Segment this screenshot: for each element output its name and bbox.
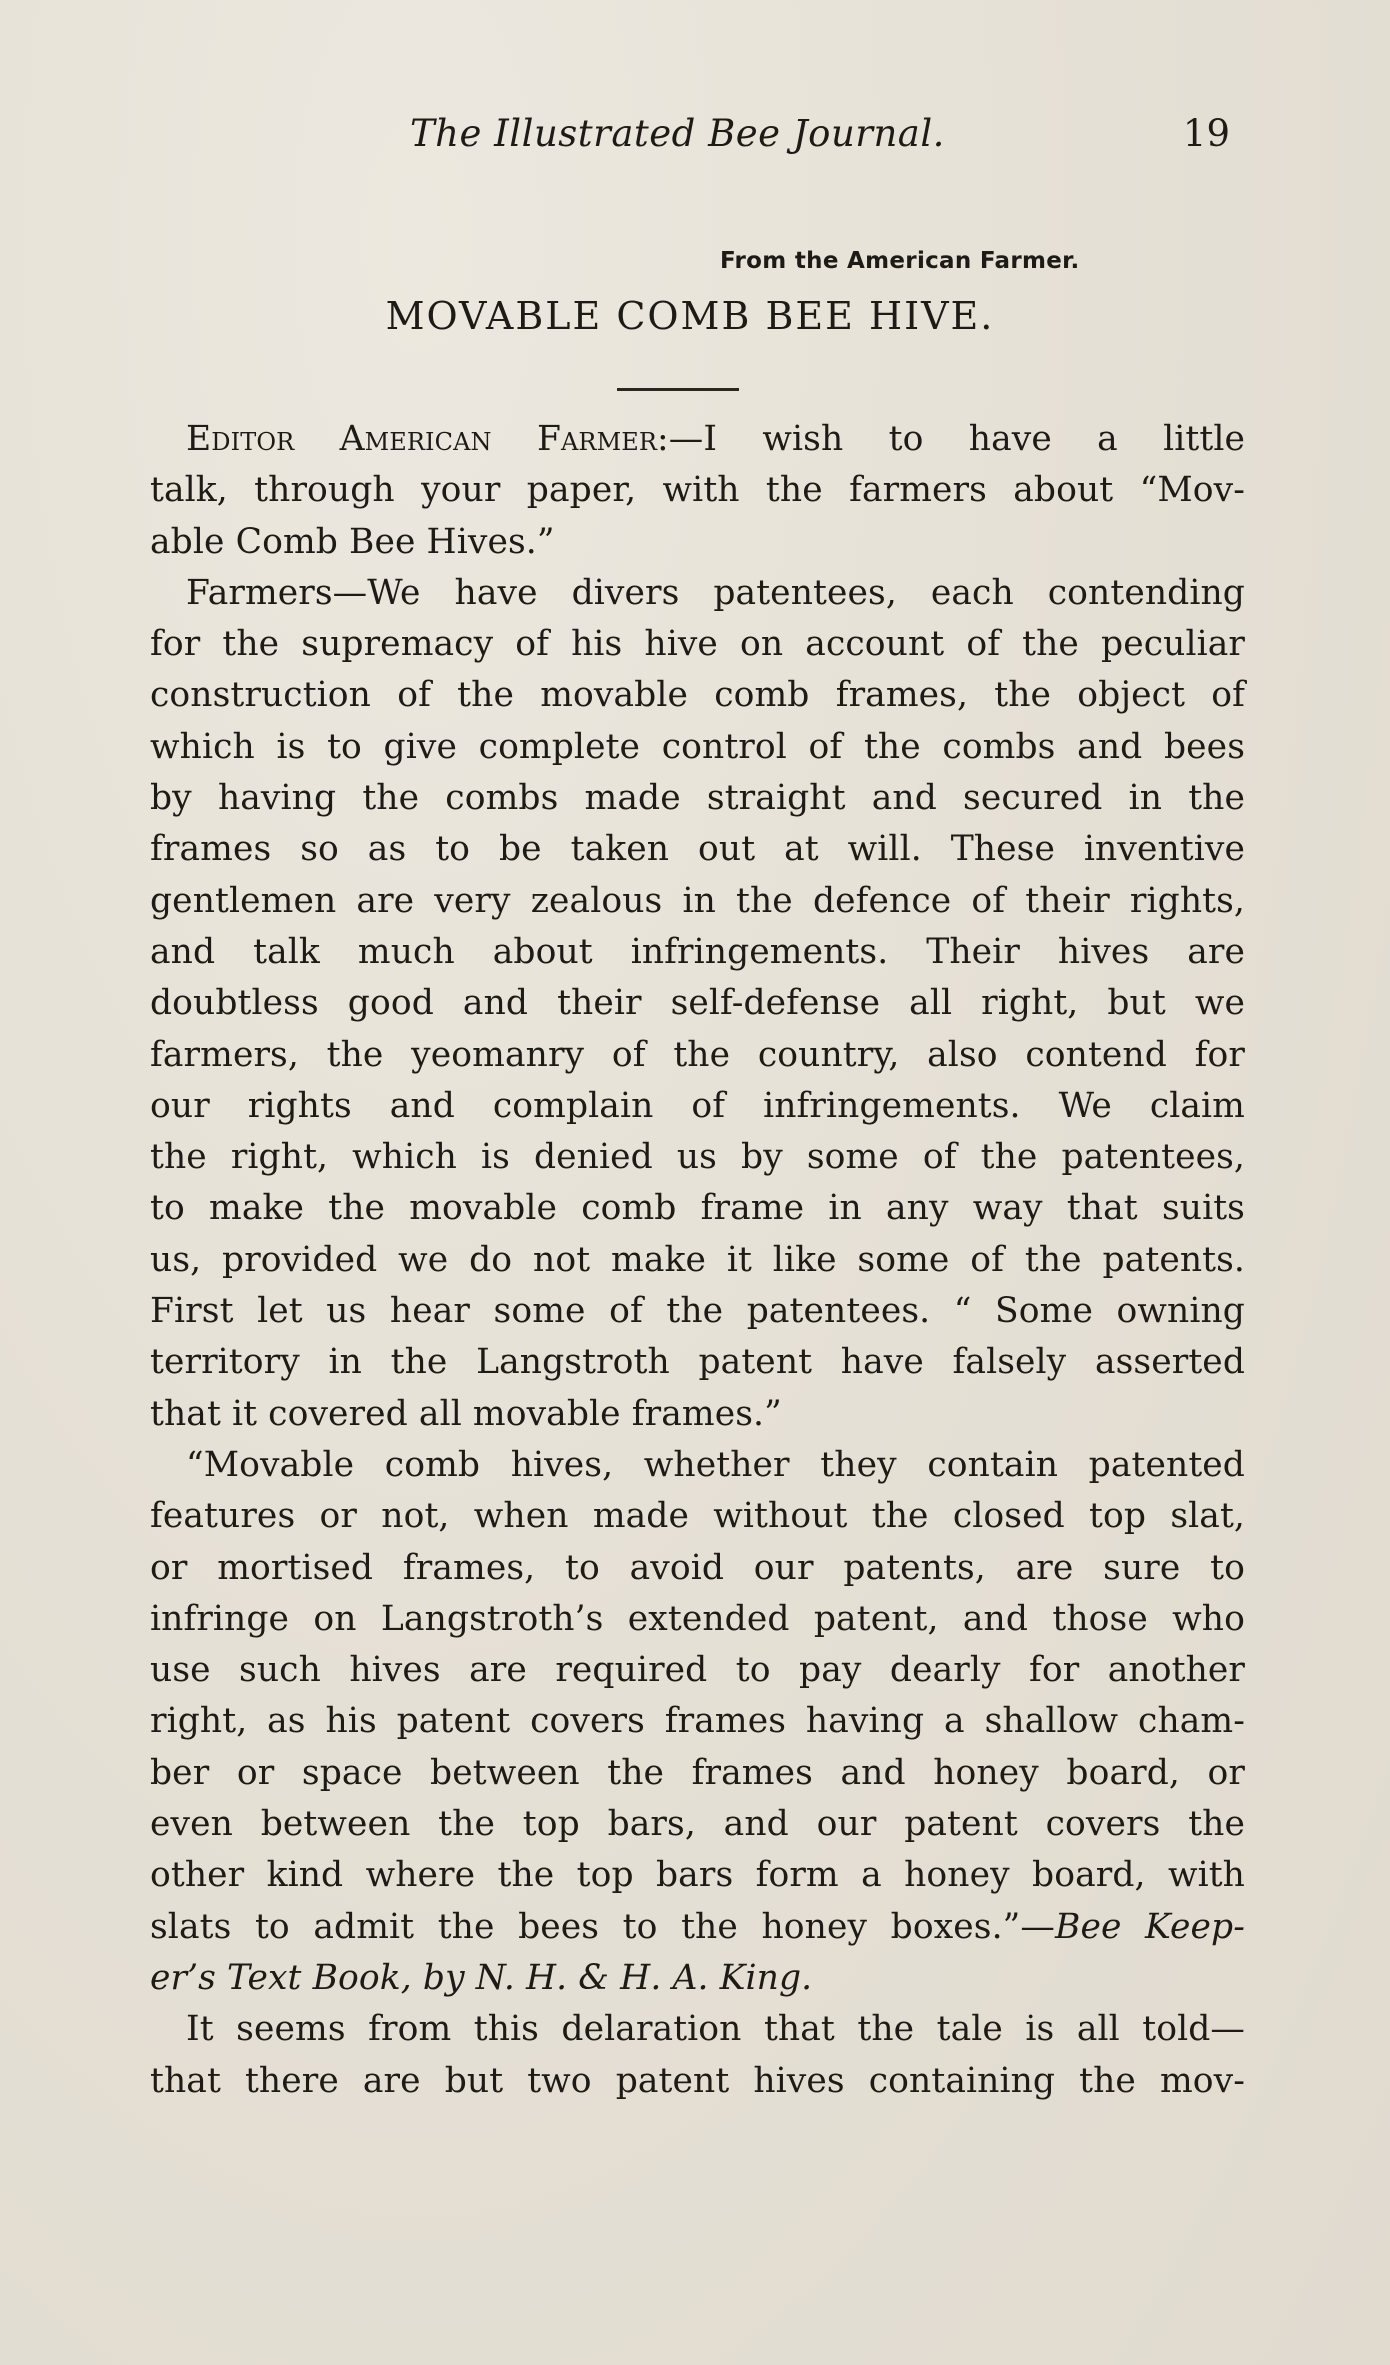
text-line: construction of the movable comb frames, the object of (150, 675, 1245, 716)
article-title: MOVABLE COMB BEE HIVE. (385, 294, 995, 338)
text-line: talk, through your paper, with the farmers about “Mov- (150, 470, 1245, 511)
text-line: that it covered all movable frames.” (150, 1393, 782, 1434)
text-line: “Movable comb hives, whether they contain patented (186, 1444, 1245, 1485)
text-line: by having the combs made straight and secured in the (150, 778, 1245, 819)
text-line: gentlemen are very zealous in the defence of their rights, (150, 880, 1245, 921)
text-line: features or not, when made without the closed top slat, (150, 1496, 1245, 1537)
salutation-rest: :—I wish to have a little (657, 419, 1245, 459)
text-line: able Comb Bee Hives.” (150, 521, 555, 562)
citation-italic: Bee Keep- (1055, 1906, 1245, 1947)
text-line-plain: slats to admit the bees to the honey boxes.”— (150, 1906, 1055, 1947)
text-line: which is to give complete control of the combs and bees (150, 726, 1245, 767)
text-line: doubtless good and their self-defense all right, but we (150, 983, 1245, 1024)
text-line: It seems from this delaration that the tale is all told— (186, 2009, 1245, 2050)
text-line (150, 1902, 1245, 1953)
text-line: for the supremacy of his hive on account of the peculiar (150, 624, 1245, 665)
page-number: 19 (1182, 112, 1230, 155)
salutation-line (150, 414, 1245, 465)
text-line: other kind where the top bars form a honey board, with (150, 1855, 1245, 1896)
text-line: use such hives are required to pay dearly for another (150, 1650, 1245, 1691)
salutation-heading: Editor American Farmer (186, 419, 658, 459)
text-line: territory in the Langstroth patent have falsely asserted (150, 1342, 1245, 1383)
journal-title: The Illustrated Bee Journal. (410, 112, 945, 155)
text-line: right, as his patent covers frames having a shallow cham- (150, 1701, 1245, 1742)
text-line: that there are but two patent hives containing the mov- (150, 2060, 1245, 2101)
running-head (150, 112, 1230, 168)
title-divider (617, 388, 739, 391)
text-line: First let us hear some of the patentees. “ Some owning (150, 1291, 1245, 1332)
text-line: even between the top bars, and our patent covers the (150, 1804, 1245, 1845)
text-line: Farmers—We have divers patentees, each contending (186, 572, 1245, 613)
text-line: the right, which is denied us by some of the patentees, (150, 1137, 1245, 1178)
text-line: frames so as to be taken out at will. These inventive (150, 829, 1245, 870)
text-line: ber or space between the frames and honey board, or (150, 1752, 1245, 1793)
citation-line: er’s Text Book, by N. H. & H. A. King. (150, 1957, 813, 1998)
article-body (150, 414, 1245, 2107)
text-line: our rights and complain of infringements. We claim (150, 1085, 1245, 1126)
text-line: or mortised frames, to avoid our patents, are sure to (150, 1547, 1245, 1588)
text-line: farmers, the yeomanry of the country, also contend for (150, 1034, 1245, 1075)
text-line: to make the movable comb frame in any way that suits (150, 1188, 1245, 1229)
source-line: From the American Farmer. (720, 248, 1080, 274)
text-line: infringe on Langstroth’s extended patent, and those who (150, 1598, 1245, 1639)
text-line: and talk much about infringements. Their hives are (150, 931, 1245, 972)
text-line: us, provided we do not make it like some of the patents. (150, 1239, 1245, 1280)
